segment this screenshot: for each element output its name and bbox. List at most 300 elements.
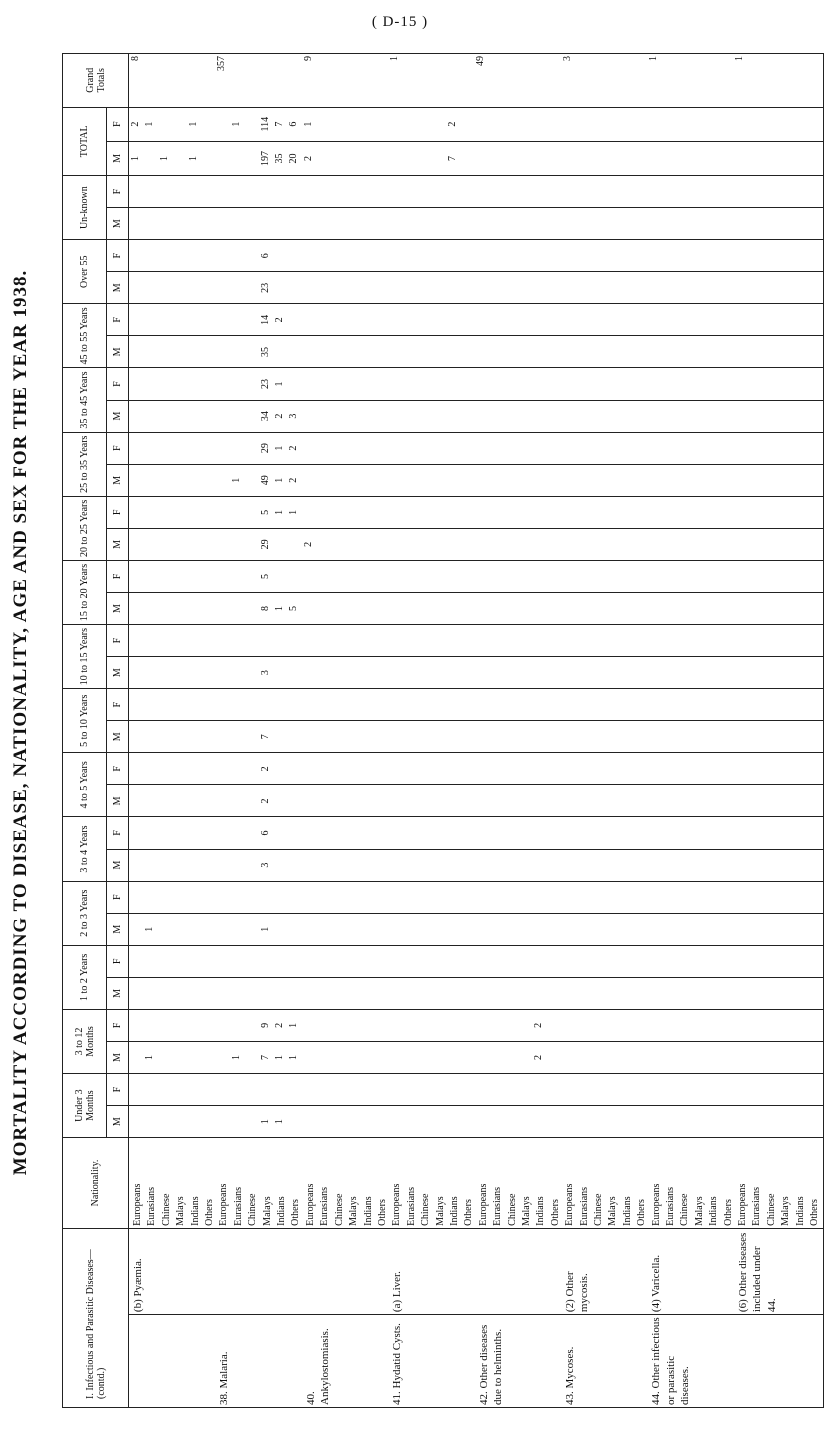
value-cell bbox=[518, 370, 532, 397]
value-cell bbox=[474, 1044, 488, 1071]
value-cell bbox=[143, 1076, 157, 1103]
value-cell bbox=[287, 627, 301, 654]
value-cell bbox=[532, 531, 546, 558]
value-cell bbox=[129, 787, 143, 814]
value-cell bbox=[489, 787, 503, 814]
value-cell bbox=[417, 242, 431, 269]
value-cell bbox=[287, 338, 301, 365]
value-cell bbox=[460, 435, 474, 462]
value-cell bbox=[330, 242, 344, 269]
value-cell bbox=[359, 627, 373, 654]
value-cell bbox=[618, 1076, 632, 1103]
table-body-row bbox=[129, 54, 824, 1408]
value-cell bbox=[604, 948, 618, 975]
value-cell bbox=[690, 435, 704, 462]
value-cell bbox=[661, 787, 675, 814]
value-cell bbox=[446, 499, 460, 526]
value-cell bbox=[590, 884, 604, 911]
value-cell bbox=[805, 787, 819, 814]
value-cell bbox=[733, 242, 747, 269]
value-cell: 2 bbox=[259, 798, 271, 804]
value-cell bbox=[661, 884, 675, 911]
value-cell bbox=[330, 723, 344, 750]
value-cell bbox=[647, 595, 661, 622]
value-cell bbox=[402, 852, 416, 879]
value-cell bbox=[460, 787, 474, 814]
value-cell bbox=[575, 787, 589, 814]
value-cell bbox=[374, 691, 388, 718]
value-cell bbox=[518, 467, 532, 494]
value-cell bbox=[187, 435, 201, 462]
value-cell bbox=[575, 110, 589, 139]
value-cell bbox=[302, 948, 316, 975]
value-cell bbox=[287, 884, 301, 911]
value-cell bbox=[359, 370, 373, 397]
value-cell bbox=[273, 980, 287, 1007]
value-cell bbox=[518, 210, 532, 237]
value-cell bbox=[676, 403, 690, 430]
value-cell bbox=[474, 916, 488, 943]
value-cell bbox=[374, 178, 388, 205]
value-cell bbox=[330, 435, 344, 462]
value-cell bbox=[374, 144, 388, 173]
value-cell bbox=[762, 144, 776, 173]
value-cell bbox=[215, 531, 229, 558]
value-cell bbox=[446, 1076, 460, 1103]
value-cell bbox=[503, 916, 517, 943]
value-cell bbox=[633, 531, 647, 558]
value-cell bbox=[374, 819, 388, 846]
value-cell bbox=[633, 210, 647, 237]
value-cell bbox=[733, 819, 747, 846]
value-cell bbox=[676, 178, 690, 205]
value-cell bbox=[748, 499, 762, 526]
value-cell bbox=[719, 1012, 733, 1039]
value-cell bbox=[733, 1044, 747, 1071]
value-cell bbox=[719, 595, 733, 622]
value-cell bbox=[733, 467, 747, 494]
value-cell bbox=[215, 403, 229, 430]
value-cell bbox=[431, 980, 445, 1007]
value-cell bbox=[359, 274, 373, 301]
value-cell bbox=[705, 691, 719, 718]
value-cell bbox=[805, 531, 819, 558]
grand-total-blank bbox=[590, 56, 604, 105]
value-cell bbox=[230, 435, 244, 462]
value-cell bbox=[719, 242, 733, 269]
value-cell bbox=[489, 338, 503, 365]
value-cell bbox=[172, 242, 186, 269]
value-cell bbox=[316, 242, 330, 269]
value-cell bbox=[129, 691, 143, 718]
value-cell bbox=[244, 467, 258, 494]
value-cell bbox=[518, 1044, 532, 1071]
value-cell bbox=[230, 691, 244, 718]
value-cell bbox=[633, 563, 647, 590]
value-cell bbox=[575, 819, 589, 846]
sex-header-m: M bbox=[107, 977, 129, 1009]
value-cell bbox=[503, 210, 517, 237]
value-cell bbox=[143, 1108, 157, 1135]
value-cell bbox=[388, 467, 402, 494]
value-cell bbox=[374, 948, 388, 975]
value-cell bbox=[489, 178, 503, 205]
value-cell bbox=[489, 403, 503, 430]
value-cell bbox=[244, 1012, 258, 1039]
value-cell bbox=[417, 563, 431, 590]
value-cell bbox=[690, 306, 704, 333]
value-cell bbox=[187, 242, 201, 269]
value-cell bbox=[474, 884, 488, 911]
value-cell bbox=[604, 659, 618, 686]
value-cell bbox=[791, 884, 805, 911]
value-cell bbox=[676, 563, 690, 590]
value-cell bbox=[532, 691, 546, 718]
value-cell: 1 bbox=[273, 381, 285, 387]
value-cell bbox=[374, 627, 388, 654]
value-cell bbox=[762, 755, 776, 782]
value-cell bbox=[561, 691, 575, 718]
value-cell bbox=[388, 884, 402, 911]
value-cell bbox=[546, 659, 560, 686]
value-cell bbox=[431, 110, 445, 139]
grand-total-blank bbox=[143, 56, 157, 105]
sex-header-m: M bbox=[107, 464, 129, 496]
grand-total-blank bbox=[575, 56, 589, 105]
value-cell bbox=[359, 1076, 373, 1103]
value-cell bbox=[618, 499, 632, 526]
value-cell bbox=[215, 852, 229, 879]
value-cell bbox=[158, 755, 172, 782]
value-cell bbox=[417, 306, 431, 333]
value-cell bbox=[733, 916, 747, 943]
value-cell bbox=[561, 110, 575, 139]
value-cell bbox=[345, 595, 359, 622]
value-cell bbox=[791, 948, 805, 975]
value-cell bbox=[546, 403, 560, 430]
value-cell bbox=[402, 110, 416, 139]
value-cell: 1 bbox=[288, 1022, 300, 1028]
value-cell bbox=[230, 1012, 244, 1039]
value-cell bbox=[733, 338, 747, 365]
value-cell bbox=[633, 338, 647, 365]
nationality-label: Europeans bbox=[564, 1183, 576, 1226]
sex-header-f: F bbox=[107, 176, 129, 208]
value-cell bbox=[446, 755, 460, 782]
value-cell bbox=[647, 1076, 661, 1103]
value-cell bbox=[431, 1076, 445, 1103]
value-cell bbox=[345, 627, 359, 654]
value-cell bbox=[575, 531, 589, 558]
value-cell bbox=[690, 563, 704, 590]
value-cell bbox=[676, 819, 690, 846]
value-cell bbox=[762, 595, 776, 622]
value-cell bbox=[748, 435, 762, 462]
value-cell: 1 bbox=[288, 509, 300, 515]
nationality-label: Europeans bbox=[132, 1183, 143, 1226]
value-cell bbox=[402, 563, 416, 590]
value-cell bbox=[575, 980, 589, 1007]
value-cell bbox=[575, 370, 589, 397]
value-cell bbox=[446, 274, 460, 301]
value-cell bbox=[733, 306, 747, 333]
value-cell bbox=[719, 884, 733, 911]
value-cell bbox=[172, 755, 186, 782]
value-cell bbox=[330, 499, 344, 526]
value-cell bbox=[359, 178, 373, 205]
value-cell bbox=[575, 723, 589, 750]
value-cell bbox=[561, 852, 575, 879]
value-cell bbox=[359, 595, 373, 622]
value-cell bbox=[417, 435, 431, 462]
nationality-label: Malays bbox=[175, 1196, 187, 1226]
value-cell bbox=[474, 1108, 488, 1135]
value-cell bbox=[719, 338, 733, 365]
value-cell bbox=[172, 723, 186, 750]
value-cell bbox=[244, 1108, 258, 1135]
value-cell bbox=[273, 755, 287, 782]
value-cell bbox=[705, 467, 719, 494]
value-cell bbox=[230, 210, 244, 237]
value-cell bbox=[402, 274, 416, 301]
value-cell bbox=[805, 659, 819, 686]
value-cell bbox=[805, 467, 819, 494]
value-cell bbox=[676, 274, 690, 301]
value-cell bbox=[230, 595, 244, 622]
value-cell bbox=[345, 819, 359, 846]
value-cell bbox=[676, 110, 690, 139]
value-cell bbox=[618, 210, 632, 237]
value-cell bbox=[590, 1012, 604, 1039]
value-column bbox=[129, 496, 824, 528]
sex-header-m: M bbox=[107, 785, 129, 817]
value-cell bbox=[359, 531, 373, 558]
value-cell bbox=[374, 1012, 388, 1039]
value-cell bbox=[446, 884, 460, 911]
value-cell bbox=[215, 370, 229, 397]
value-cell bbox=[532, 1076, 546, 1103]
grand-total-value: 3 bbox=[561, 56, 573, 61]
nationality-label: Others bbox=[549, 1199, 561, 1226]
value-cell bbox=[676, 659, 690, 686]
value-column bbox=[129, 1106, 824, 1138]
value-cell bbox=[143, 755, 157, 782]
value-cell bbox=[618, 338, 632, 365]
value-cell bbox=[618, 274, 632, 301]
value-column bbox=[129, 208, 824, 240]
value-cell bbox=[719, 403, 733, 430]
value-cell bbox=[446, 467, 460, 494]
value-cell bbox=[733, 370, 747, 397]
value-cell bbox=[518, 306, 532, 333]
value-cell bbox=[690, 691, 704, 718]
value-cell bbox=[791, 210, 805, 237]
value-cell bbox=[431, 467, 445, 494]
value-cell bbox=[259, 1076, 273, 1103]
value-cell bbox=[460, 755, 474, 782]
page-number: ( D-15 ) bbox=[371, 14, 429, 30]
value-cell bbox=[733, 627, 747, 654]
value-cell bbox=[575, 852, 589, 879]
value-cell bbox=[676, 435, 690, 462]
value-cell bbox=[661, 435, 675, 462]
value-cell bbox=[705, 884, 719, 911]
value-cell: 1 bbox=[158, 155, 170, 161]
value-cell bbox=[518, 110, 532, 139]
value-cell bbox=[172, 627, 186, 654]
value-cell bbox=[302, 338, 316, 365]
value-cell bbox=[647, 723, 661, 750]
value-cell bbox=[748, 403, 762, 430]
value-cell bbox=[143, 338, 157, 365]
value-cell bbox=[460, 1076, 474, 1103]
value-cell bbox=[618, 435, 632, 462]
nationality-label: Others bbox=[376, 1199, 388, 1226]
value-cell bbox=[143, 531, 157, 558]
value-cell bbox=[302, 852, 316, 879]
value-cell bbox=[474, 338, 488, 365]
value-cell bbox=[748, 1012, 762, 1039]
value-cell: 1 bbox=[273, 1054, 285, 1060]
value-cell bbox=[590, 723, 604, 750]
value-cell bbox=[777, 242, 791, 269]
value-cell bbox=[474, 980, 488, 1007]
value-cell bbox=[561, 531, 575, 558]
value-cell bbox=[791, 819, 805, 846]
nationality-label: Chinese bbox=[593, 1193, 604, 1226]
value-cell bbox=[316, 178, 330, 205]
value-cell bbox=[215, 210, 229, 237]
value-cell bbox=[661, 1108, 675, 1135]
value-cell bbox=[748, 1108, 762, 1135]
value-cell bbox=[561, 980, 575, 1007]
value-cell bbox=[518, 723, 532, 750]
value-cell bbox=[518, 916, 532, 943]
value-cell bbox=[647, 1012, 661, 1039]
value-cell bbox=[374, 467, 388, 494]
value-cell bbox=[431, 595, 445, 622]
grand-total-blank bbox=[201, 56, 215, 105]
value-cell bbox=[474, 563, 488, 590]
value-cell bbox=[647, 210, 661, 237]
value-cell bbox=[302, 1012, 316, 1039]
value-cell bbox=[590, 110, 604, 139]
value-cell bbox=[777, 274, 791, 301]
value-cell bbox=[676, 144, 690, 173]
disease-name: Hydatid Cysts. bbox=[391, 1323, 404, 1389]
value-cell bbox=[230, 627, 244, 654]
value-cell bbox=[503, 1044, 517, 1071]
value-cell bbox=[316, 370, 330, 397]
value-cell bbox=[259, 627, 273, 654]
value-cell bbox=[561, 819, 575, 846]
value-cell bbox=[561, 1076, 575, 1103]
value-cell bbox=[690, 659, 704, 686]
nationality-label: Malays bbox=[693, 1196, 705, 1226]
value-cell bbox=[791, 627, 805, 654]
value-cell bbox=[359, 338, 373, 365]
value-cell bbox=[575, 338, 589, 365]
value-cell bbox=[230, 787, 244, 814]
value-cell bbox=[158, 723, 172, 750]
value-cell bbox=[503, 499, 517, 526]
value-cell bbox=[431, 306, 445, 333]
value-cell bbox=[575, 884, 589, 911]
value-column bbox=[129, 849, 824, 881]
value-cell bbox=[661, 755, 675, 782]
value-cell bbox=[518, 595, 532, 622]
value-cell bbox=[791, 370, 805, 397]
value-cell bbox=[618, 627, 632, 654]
value-cell bbox=[474, 755, 488, 782]
value-cell bbox=[244, 755, 258, 782]
value-cell bbox=[388, 242, 402, 269]
value-cell bbox=[719, 916, 733, 943]
value-cell bbox=[215, 1108, 229, 1135]
value-cell bbox=[431, 819, 445, 846]
value-cell bbox=[805, 338, 819, 365]
value-cell bbox=[489, 210, 503, 237]
grand-total-blank bbox=[402, 56, 416, 105]
value-cell bbox=[748, 819, 762, 846]
value-cell bbox=[330, 916, 344, 943]
value-cell bbox=[316, 723, 330, 750]
value-cell bbox=[402, 787, 416, 814]
value-cell bbox=[143, 274, 157, 301]
disease-name: Other infectious or parasitic diseases. bbox=[650, 1317, 692, 1405]
value-cell bbox=[546, 723, 560, 750]
value-cell bbox=[590, 499, 604, 526]
value-cell bbox=[129, 306, 143, 333]
value-cell bbox=[489, 852, 503, 879]
value-cell bbox=[460, 370, 474, 397]
value-cell: 7 bbox=[259, 1054, 271, 1060]
value-cell bbox=[330, 274, 344, 301]
value-cell bbox=[546, 819, 560, 846]
value-cell bbox=[259, 948, 273, 975]
sex-header-f: F bbox=[107, 945, 129, 977]
value-cell bbox=[172, 563, 186, 590]
value-cell: 6 bbox=[288, 121, 300, 127]
value-cell bbox=[805, 499, 819, 526]
grand-total-blank bbox=[187, 56, 201, 105]
value-cell bbox=[618, 884, 632, 911]
value-cell bbox=[633, 242, 647, 269]
value-cell: 7 bbox=[259, 734, 271, 740]
value-cell: 2 bbox=[259, 766, 271, 772]
grand-total-blank bbox=[690, 56, 704, 105]
value-cell bbox=[575, 1076, 589, 1103]
value-cell bbox=[388, 691, 402, 718]
value-cell bbox=[302, 691, 316, 718]
value-cell bbox=[604, 1012, 618, 1039]
value-cell bbox=[676, 916, 690, 943]
value-cell bbox=[417, 595, 431, 622]
value-cell: 5 bbox=[259, 573, 271, 579]
value-cell bbox=[460, 144, 474, 173]
value-cell bbox=[287, 274, 301, 301]
value-cell bbox=[129, 1044, 143, 1071]
value-column bbox=[129, 785, 824, 817]
value-cell bbox=[661, 659, 675, 686]
age-header-7: 10 to 15 Years bbox=[63, 625, 107, 689]
value-cell bbox=[575, 210, 589, 237]
value-cell bbox=[676, 980, 690, 1007]
value-cell bbox=[330, 306, 344, 333]
value-column bbox=[129, 464, 824, 496]
value-cell bbox=[345, 980, 359, 1007]
value-cell bbox=[345, 1012, 359, 1039]
